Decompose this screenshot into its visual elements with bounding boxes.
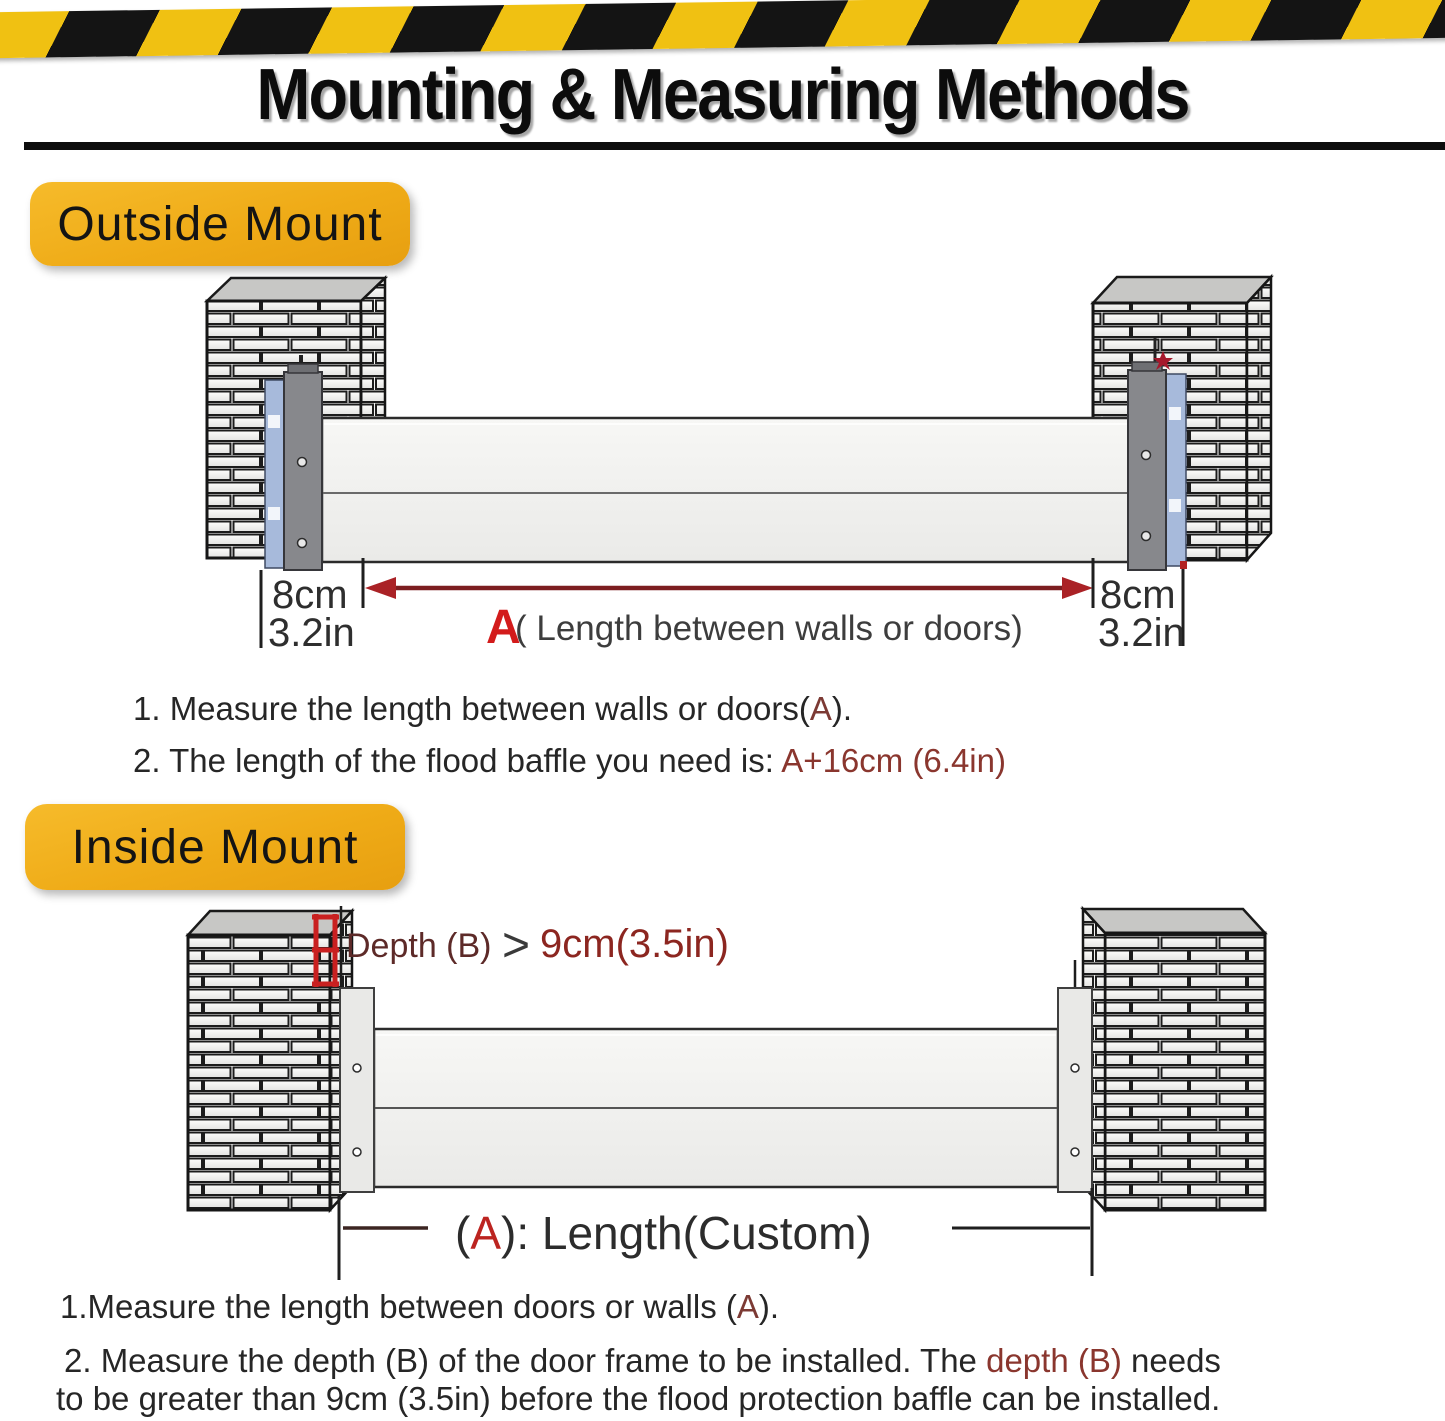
right-gap-in: 3.2in — [1098, 611, 1185, 655]
inside-step-2-end: needs — [1121, 1342, 1221, 1379]
arrowhead-left — [365, 577, 396, 599]
screw-hole — [298, 458, 307, 467]
outside-mount-diagram — [0, 255, 1445, 665]
inside-step-1 — [60, 1288, 779, 1326]
depth-value: 9cm(3.5in) — [540, 922, 729, 966]
title-divider — [24, 142, 1445, 150]
inside-step-2-line2: to be greater than 9cm (3.5in) before the flood protection baffle can be installed. — [56, 1380, 1221, 1417]
depth-label: Depth (B) — [346, 927, 492, 965]
left-brick-pillar — [188, 911, 352, 1210]
screw-hole — [298, 539, 307, 548]
inside-step-2-depth: depth (B) — [986, 1342, 1122, 1379]
outside-step-1 — [133, 690, 852, 728]
inside-mount-badge — [25, 804, 405, 890]
outside-mount-badge — [30, 182, 410, 266]
inside-step-1-a: A — [736, 1288, 759, 1325]
screw-hole — [353, 1148, 361, 1156]
inside-step-1-text: 1.Measure the length between doors or walls ( — [60, 1288, 737, 1325]
arrowhead-right — [1062, 577, 1093, 599]
screw-hole — [1142, 451, 1151, 460]
outside-mount-label: Outside Mount — [57, 197, 383, 251]
dim-caption: ): Length(Custom) — [501, 1207, 872, 1259]
outside-step-1-end: ). — [831, 690, 853, 727]
inside-mount-diagram — [0, 895, 1445, 1285]
left-gap-in: 3.2in — [268, 611, 355, 655]
inside-mount-label: Inside Mount — [71, 820, 359, 874]
dim-a-letter: A — [486, 601, 521, 654]
page-title: Mounting & Measuring Methods — [256, 55, 1189, 135]
inside-step-2 — [64, 1342, 1221, 1380]
left-gap-cm: 8cm — [272, 573, 348, 617]
screw-hole — [1142, 532, 1151, 541]
dim-paren: ( — [455, 1207, 471, 1259]
greater-than-sign: > — [502, 919, 531, 972]
outside-step-2 — [133, 742, 1006, 780]
flood-barrier-panel — [322, 418, 1132, 562]
left-mounting-channel — [265, 355, 322, 570]
screw-hole — [1071, 1064, 1079, 1072]
left-mounting-plate — [340, 988, 374, 1192]
screw-hole — [1071, 1148, 1079, 1156]
length-custom-label — [455, 1207, 872, 1259]
dim-a-caption: ( Length between walls or doors) — [515, 609, 1023, 648]
outside-step-2-text: 2. The length of the flood baffle you need is: — [133, 742, 782, 779]
screw-hole — [353, 1064, 361, 1072]
right-gap-cm: 8cm — [1100, 573, 1176, 617]
right-brick-pillar — [1083, 909, 1265, 1210]
inside-step-2-text: 2. Measure the depth (B) of the door frame to be installed. The — [64, 1342, 987, 1379]
inside-step-1-end: ). — [758, 1288, 780, 1325]
hazard-tape-banner — [0, 0, 1445, 58]
outside-step-1-text: 1. Measure the length between walls or doors( — [133, 690, 810, 727]
right-mounting-plate — [1058, 960, 1092, 1192]
outside-step-2-formula: A+16cm (6.4in) — [781, 742, 1006, 779]
dim-a-letter: A — [470, 1207, 502, 1259]
flood-barrier-panel — [374, 1029, 1058, 1187]
outside-step-1-a: A — [809, 690, 832, 727]
